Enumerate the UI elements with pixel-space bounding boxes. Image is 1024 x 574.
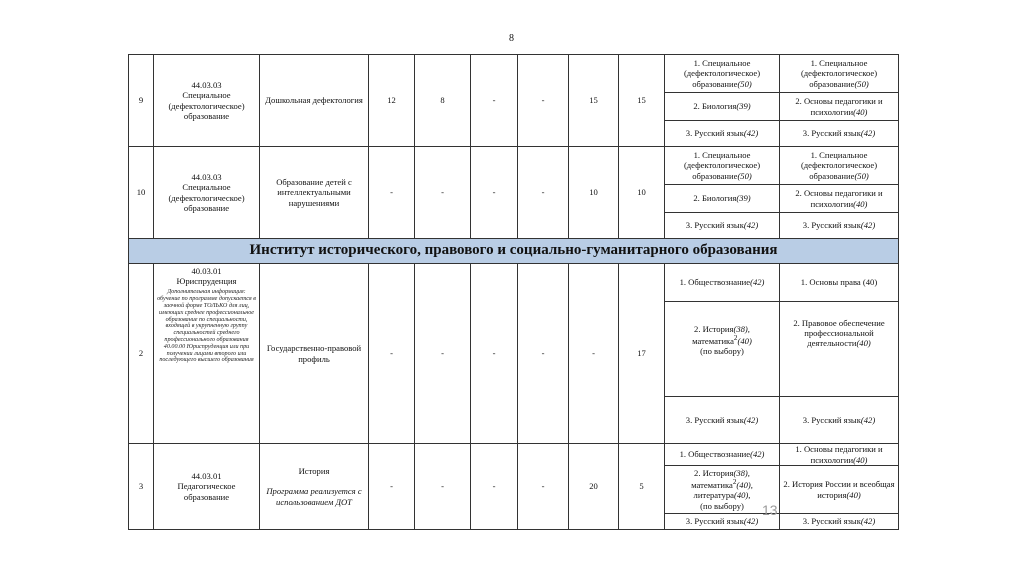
admission-table bbox=[128, 54, 899, 530]
value-cell: 20 bbox=[569, 444, 619, 530]
direction-code: 44.03.03 bbox=[191, 172, 222, 183]
exam-cell: 2. Основы педагогики и психологии(40) bbox=[780, 185, 899, 213]
exam-cell: 3. Русский язык(42) bbox=[665, 213, 780, 239]
institute-title: Институт исторического, правового и социально-гуманитарного образования bbox=[129, 239, 899, 264]
profile-cell: Образование детей с интеллектуальными нарушениями bbox=[260, 147, 369, 239]
row-number: 2 bbox=[129, 264, 154, 444]
direction-name: Специальное (дефектологическое) образование bbox=[168, 182, 245, 213]
row-number: 10 bbox=[129, 147, 154, 239]
institute-header-row bbox=[129, 239, 899, 264]
exam-cell: 3. Русский язык(42) bbox=[780, 121, 899, 147]
value-cell: - bbox=[518, 444, 569, 530]
exam-cell: 3. Русский язык(42) bbox=[665, 397, 780, 444]
exam-cell: 2. История(38), математика$^2$(40) (по выбору) bbox=[665, 302, 780, 397]
page-number: 8 bbox=[509, 33, 514, 44]
value-cell: - bbox=[369, 147, 415, 239]
value-cell: 8 bbox=[415, 55, 471, 147]
direction-cell bbox=[154, 147, 260, 239]
value-cell: 17 bbox=[619, 264, 665, 444]
profile-cell: Дошкольная дефектология bbox=[260, 55, 369, 147]
table-row bbox=[129, 55, 899, 93]
exam-cell: 2. Биология(39) bbox=[665, 93, 780, 121]
value-cell: - bbox=[415, 264, 471, 444]
exam-cell: 2. Основы педагогики и психологии(40) bbox=[780, 93, 899, 121]
exam-cell: 1. Специальное (дефектологическое) образование(50) bbox=[780, 55, 899, 93]
table-row bbox=[129, 444, 899, 466]
exam-cell: 3. Русский язык(42) bbox=[665, 514, 780, 530]
exam-cell: 2. Биология(39) bbox=[665, 185, 780, 213]
direction-code: 44.03.03 bbox=[191, 80, 222, 91]
exam-cell: 2. Правовое обеспечение профессиональной деятельности(40) bbox=[780, 302, 899, 397]
admission-table-wrapper bbox=[128, 54, 898, 530]
exam-cell: 3. Русский язык(42) bbox=[780, 397, 899, 444]
value-cell: 10 bbox=[569, 147, 619, 239]
value-cell: - bbox=[471, 55, 518, 147]
direction-code: 40.03.01 bbox=[191, 266, 222, 276]
direction-name: Педагогическое образование bbox=[177, 481, 236, 502]
value-cell: - bbox=[569, 264, 619, 444]
exam-cell: 1. Специальное (дефектологическое) образование(50) bbox=[665, 147, 780, 185]
value-cell: 12 bbox=[369, 55, 415, 147]
exam-cell: 3. Русский язык(42) bbox=[780, 213, 899, 239]
row-number: 3 bbox=[129, 444, 154, 530]
value-cell: - bbox=[471, 147, 518, 239]
value-cell: - bbox=[518, 147, 569, 239]
table-row bbox=[129, 147, 899, 185]
value-cell: - bbox=[518, 264, 569, 444]
direction-name: Специальное (дефектологическое) образование bbox=[168, 90, 245, 121]
value-cell: - bbox=[518, 55, 569, 147]
table-row bbox=[129, 264, 899, 302]
value-cell: 10 bbox=[619, 147, 665, 239]
exam-cell: 1. Основы педагогики и психологии(40) bbox=[780, 444, 899, 466]
row-number: 9 bbox=[129, 55, 154, 147]
exam-cell: 1. Специальное (дефектологическое) образование(50) bbox=[665, 55, 780, 93]
exam-cell: 3. Русский язык(42) bbox=[780, 514, 899, 530]
direction-cell bbox=[154, 55, 260, 147]
direction-cell bbox=[154, 444, 260, 530]
value-cell: - bbox=[415, 444, 471, 530]
slide-number: 13 bbox=[762, 502, 778, 518]
exam-cell: 1. Обществознание(42) bbox=[665, 444, 780, 466]
value-cell: - bbox=[369, 444, 415, 530]
exam-cell: 3. Русский язык(42) bbox=[665, 121, 780, 147]
value-cell: 15 bbox=[619, 55, 665, 147]
value-cell: - bbox=[471, 444, 518, 530]
value-cell: - bbox=[471, 264, 518, 444]
profile-cell bbox=[260, 444, 369, 530]
value-cell: - bbox=[415, 147, 471, 239]
exam-cell: 1. Основы права (40) bbox=[780, 264, 899, 302]
exam-cell: 2. История(38), математика$^2$(40), литература(40), (по выбору) bbox=[665, 466, 780, 514]
exam-cell: 1. Специальное (дефектологическое) образование(50) bbox=[780, 147, 899, 185]
direction-cell bbox=[154, 264, 260, 444]
profile-name: История bbox=[298, 466, 330, 477]
direction-name: Юриспруденция bbox=[176, 276, 237, 287]
value-cell: - bbox=[369, 264, 415, 444]
additional-info-note: Дополнительная информация: обучение по программе допускается в заочной форме ТОЛЬКО для лиц, имеющих среднее профессиональное образование по специальности, входящей в укрупненную группу специальностей среднего профессионального образования 40.00.00 Юриспруденция или при получении лицами второго или последующего высшего образования bbox=[157, 289, 256, 364]
profile-note: Программа реализуется с использованием ДОТ bbox=[266, 486, 362, 507]
exam-cell: 1. Обществознание(42) bbox=[665, 264, 780, 302]
value-cell: 15 bbox=[569, 55, 619, 147]
exam-cell: 2. История России и всеобщая история(40) bbox=[780, 466, 899, 514]
value-cell: 5 bbox=[619, 444, 665, 530]
direction-code: 44.03.01 bbox=[191, 471, 222, 482]
profile-cell: Государственно-правовой профиль bbox=[260, 264, 369, 444]
